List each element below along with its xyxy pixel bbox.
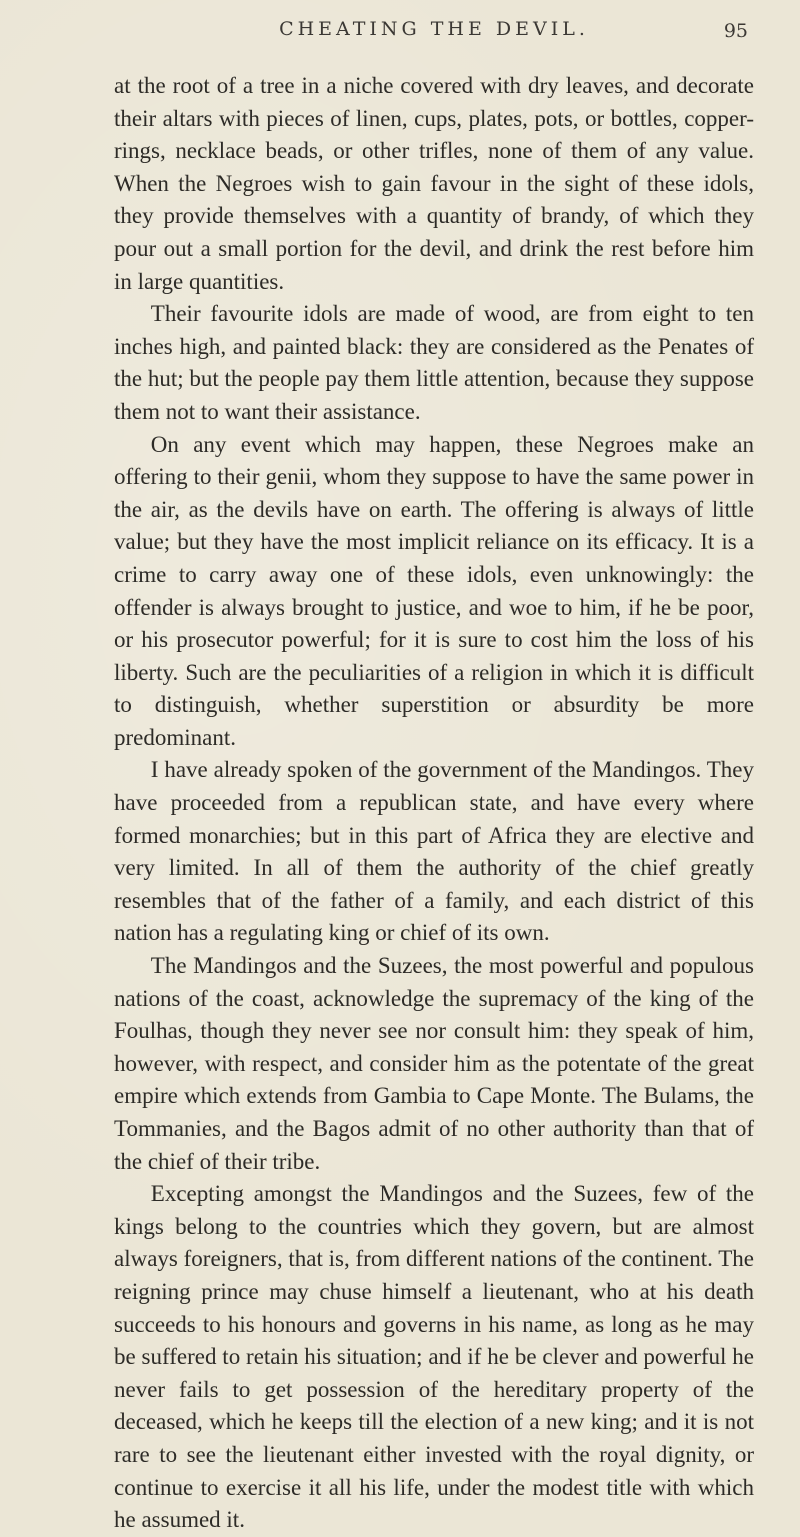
paragraph-4: I have already spoken of the government of the Mandingos. They have proceeded from a republican state, and have every where formed monarchies; but in this part of Africa they are elective and very limited. In all of them the authority of the chief greatly resembles that of the father of a family, and each district of this nation has a regulating king or chief of its own. [114,757,754,946]
paragraph-5: The Mandingos and the Suzees, the most powerful and populous nations of the coast, acknowledge the supremacy of the king of the Foulhas, though they never see nor consult him: they speak of him, however, with respect, and consider him as the potentate of the great empire which extends from Gambia to Cape Monte. The Bulams, the Tommanies, and the Bagos admit of no other authority than that of the chief of their tribe. [114,953,754,1174]
paragraph-2: Their favourite idols are made of wood, are from eight to ten inches high, and painted black: they are considered as the Penates of the hut; but the people pay them little attention, because they suppose them not to want their assistance. [114,301,755,424]
running-head [114,10,754,70]
paragraph-1: at the root of a tree in a niche covered with dry leaves, and decorate their altars with pieces of linen, cups, plates, pots, or bottles, copper-rings, necklace beads, or other trifles, none of them of any value. When the Negroes wish to gain favour in the sight of these idols, they provide themselves with a quantity of brandy, of which they pour out a small portion for the devil, and drink the rest before him in large quantities. [114,73,754,294]
paragraph-3: On any event which may happen, these Negroes make an offering to their genii, whom they suppose to have the same power in the air, as the devils have on earth. The offering is always of little value; but they have the most implicit reliance on its efficacy. It is a crime to carry away one of these idols, even unknowingly: the offender is always brought to justice, and woe to him, if he be poor, or his prosecutor powerful; for it is sure to cost him the loss of his liberty. Such are the peculiarities of a religion in which it is difficult to distinguish, whether superstition or absurdity be more predominant. [114,431,754,750]
page-number: 95 [723,20,748,42]
running-title: CHEATING THE DEVIL. [279,18,589,40]
paragraph-6: Excepting amongst the Mandingos and the Suzees, few of the kings belong to the countries which they govern, but are almost always foreigners, that is, from different nations of the continent. The reigning prince may chuse himself a lieutenant, who at his death succeeds to his honours and governs in his name, as long as he may be suffered to retain his situation; and if he be clever and powerful he never fails to get possession of the hereditary property of the deceased, which he keeps till the election of a new king; and it is not rare to see the lieutenant either invested with the royal dignity, or continue to exercise it all his life, under the modest title with which he assumed it. [114,1181,754,1533]
body-text [114,70,754,1537]
